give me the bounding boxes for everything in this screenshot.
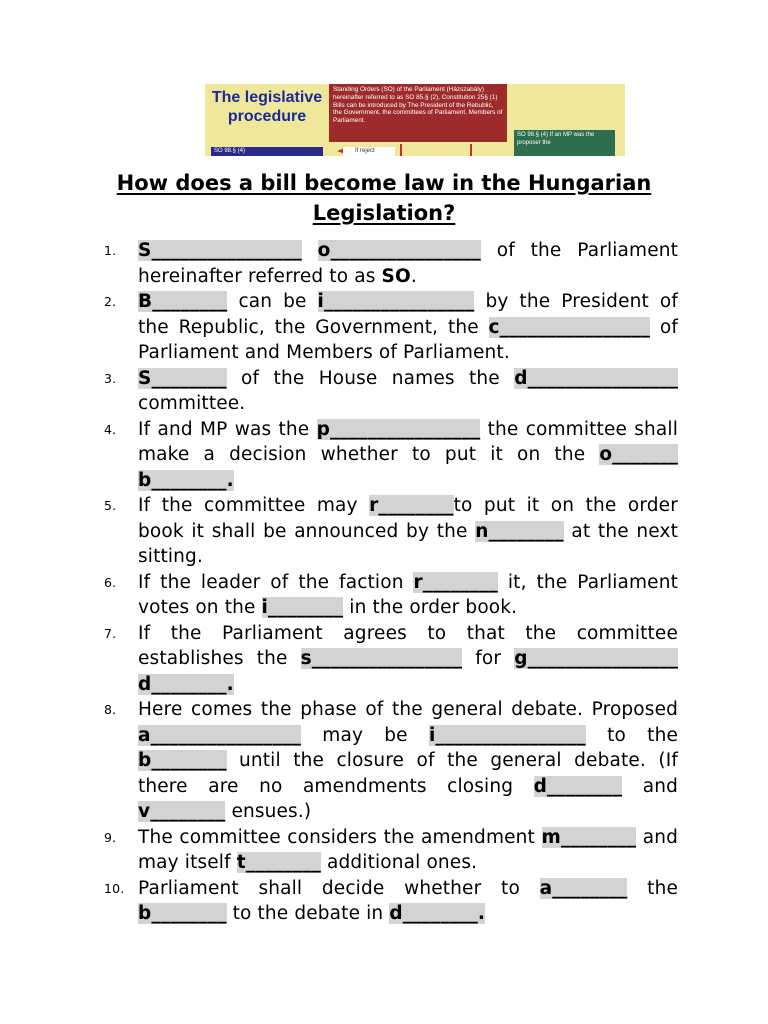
- fill-in-blank: d________________: [514, 367, 678, 389]
- question-list: [104, 238, 678, 927]
- item-number: 2.: [104, 294, 117, 309]
- list-item: [104, 366, 678, 417]
- list-item: [104, 570, 678, 621]
- fill-in-blank: n________: [475, 520, 564, 542]
- banner-standing-orders-box: Standing Orders (SO) of the Parliament (Házszabály) hereinafter referred to as SO 85.§ (2), Constitution 25§ (1) Bills can be introduced by The President of the Rebublic, the Government, the committees of Parliament, Members of Parliament.: [329, 84, 507, 142]
- fill-in-blank: r________: [369, 495, 454, 516]
- page-title: How does a bill become law in the Hungarian Legislation?: [116, 171, 652, 225]
- item-number: 9.: [104, 829, 117, 845]
- item-text: If the leader of the faction: [138, 571, 414, 593]
- item-text: until the closure of the general debate. (If there are no amendments closing: [138, 750, 678, 797]
- fill-in-blank: o________________: [317, 240, 481, 261]
- item-text: and may itself: [138, 826, 678, 873]
- item-text: of the Parliament hereinafter referred to as: [138, 240, 678, 287]
- fill-in-blank: s________________: [300, 648, 463, 669]
- list-item: [104, 621, 678, 698]
- item-text: ensues.): [225, 801, 312, 822]
- item-text: can be: [227, 291, 318, 312]
- fill-in-blank: B________: [138, 291, 228, 312]
- fill-in-blank: d________.: [389, 903, 486, 924]
- item-text: by the President of the Republic, the Government, the: [138, 291, 679, 338]
- banner-so-bar: SO 98.§ (4): [211, 147, 323, 156]
- item-text: committee.: [138, 393, 246, 414]
- item-text: to put it on the order book it shall be announced by the: [138, 495, 678, 542]
- list-item: [104, 697, 678, 825]
- fill-in-blank: a________________: [138, 724, 302, 746]
- item-text: If and MP was the: [138, 418, 317, 440]
- fill-in-blank: m________: [541, 826, 637, 848]
- bold-term: SO: [381, 265, 411, 287]
- item-text: [302, 240, 318, 261]
- item-number: 10.: [104, 880, 125, 896]
- item-number: 4.: [104, 421, 117, 437]
- banner-so-box: SO 98.§ (4) If an MP was the proposer the: [514, 130, 615, 156]
- fill-in-blank: i________________: [428, 724, 586, 746]
- banner-reject-label: If reject: [343, 147, 395, 156]
- item-text: of the House names the: [226, 367, 515, 389]
- list-item: [104, 493, 678, 570]
- fill-in-blank: v________: [138, 801, 226, 822]
- banner-tick-mark: [470, 144, 472, 156]
- list-item: [104, 825, 678, 876]
- item-number: 8.: [104, 702, 117, 717]
- item-number: 6.: [104, 574, 117, 590]
- fill-in-blank: d________: [533, 775, 623, 797]
- item-text: Parliament shall decide whether to: [138, 877, 540, 899]
- fill-in-blank: a________: [539, 877, 628, 899]
- item-text: to the debate in: [226, 903, 390, 924]
- item-text: the: [627, 877, 678, 899]
- fill-in-blank: i________: [261, 597, 344, 618]
- item-number: 3.: [104, 370, 117, 386]
- list-item: [104, 238, 678, 289]
- item-text: If the committee may: [138, 495, 370, 516]
- fill-in-blank: d________.: [138, 673, 234, 695]
- item-text: for: [462, 648, 515, 669]
- item-text: may be: [301, 724, 429, 746]
- fill-in-blank: S________________: [138, 240, 302, 261]
- fill-in-blank: b________.: [138, 469, 234, 491]
- item-number: 1.: [104, 243, 117, 258]
- fill-in-blank: r________: [413, 571, 498, 593]
- item-number: 5.: [104, 498, 117, 513]
- item-number: 7.: [104, 625, 117, 641]
- item-text: in the order book.: [343, 597, 518, 618]
- item-text: it, the Parliament votes on the: [138, 571, 678, 618]
- fill-in-blank: o_______: [599, 444, 678, 465]
- item-text: the committee shall make a decision whether to put it on the: [138, 418, 678, 465]
- item-text: additional ones.: [321, 852, 478, 873]
- item-text: If the Parliament agrees to that the committee establishes the: [138, 622, 678, 669]
- fill-in-blank: p________________: [316, 418, 481, 440]
- fill-in-blank: g________________: [514, 648, 678, 669]
- list-item: [104, 417, 678, 494]
- fill-in-blank: S________: [138, 367, 227, 389]
- item-text: at the next sitting.: [138, 520, 678, 567]
- list-item: [104, 876, 678, 927]
- fill-in-blank: b________: [138, 903, 227, 924]
- fill-in-blank: c________________: [488, 316, 651, 338]
- banner-tick-mark: [400, 144, 402, 156]
- item-text: Here comes the phase of the general debate. Proposed: [138, 699, 678, 720]
- item-text: of Parliament and Members of Parliament.: [138, 316, 678, 363]
- list-item: [104, 289, 678, 366]
- item-text: and: [622, 775, 678, 797]
- item-text: .: [410, 265, 417, 287]
- fill-in-blank: t________: [236, 852, 321, 873]
- fill-in-blank: i________________: [317, 291, 475, 312]
- fill-in-blank: b________: [138, 750, 227, 771]
- item-text: to the: [585, 724, 678, 746]
- legislative-procedure-banner: [205, 84, 625, 156]
- item-text: The committee considers the amendment: [138, 826, 542, 848]
- banner-title: The legislative procedure: [211, 89, 323, 125]
